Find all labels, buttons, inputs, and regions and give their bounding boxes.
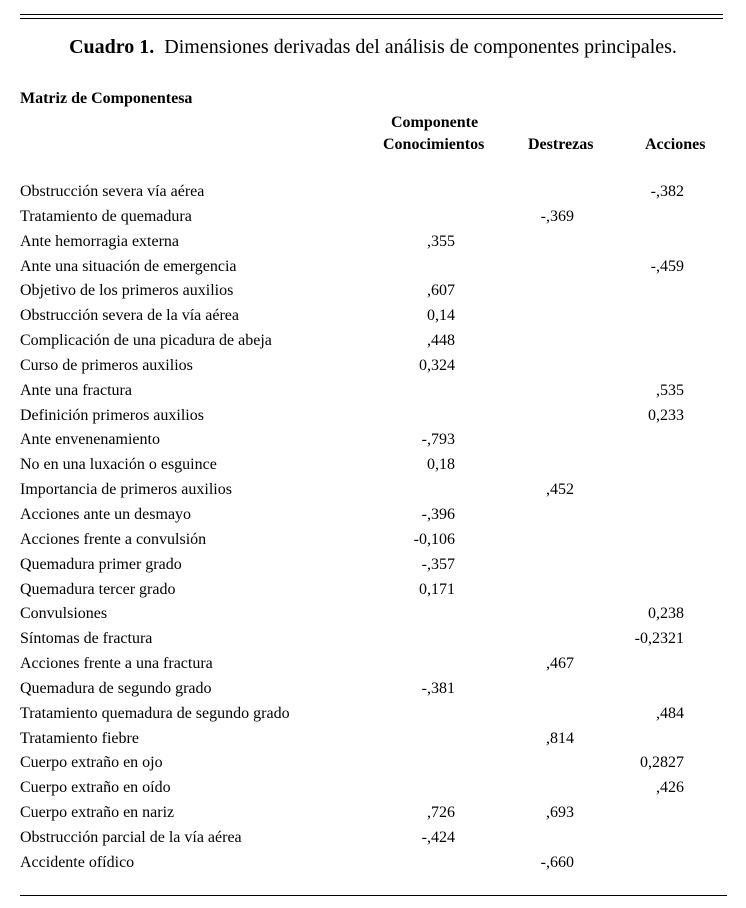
value-conocimientos: -,381 (421, 679, 455, 697)
table-row (0, 677, 746, 702)
row-label: Obstrucción parcial de la vía aérea (20, 828, 242, 846)
row-label: Tratamiento quemadura de segundo grado (20, 704, 290, 722)
table-row (0, 528, 746, 553)
row-label: Quemadura de segundo grado (20, 679, 212, 697)
table-row (0, 453, 746, 478)
row-label: Accidente ofídico (20, 853, 135, 871)
table-row (0, 503, 746, 528)
value-acciones: -,382 (650, 183, 684, 200)
table-row (0, 602, 746, 627)
row-label: Cuerpo extraño en ojo (20, 754, 163, 772)
value-acciones: ,426 (656, 779, 684, 797)
table-row (0, 180, 746, 205)
table-row (0, 652, 746, 677)
value-acciones: -,459 (650, 257, 684, 275)
value-destrezas: -,660 (540, 853, 574, 871)
value-conocimientos: -,396 (421, 505, 455, 523)
table-row (0, 205, 746, 230)
value-conocimientos: ,355 (427, 232, 455, 250)
table-row (0, 279, 746, 304)
row-label: Definición primeros auxilios (20, 406, 204, 424)
value-acciones: 0,238 (648, 605, 684, 623)
row-label: Curso de primeros auxilios (20, 356, 193, 374)
row-label: Cuerpo extraño en nariz (20, 804, 175, 822)
value-conocimientos: ,607 (427, 282, 455, 300)
row-label: Obstrucción severa de la vía aérea (20, 307, 239, 325)
row-label: Quemadura tercer grado (20, 580, 176, 598)
row-label: Cuerpo extraño en oído (20, 779, 171, 797)
top-rule-secondary (20, 18, 723, 19)
row-label: Obstrucción severa vía aérea (20, 183, 205, 200)
row-label: Síntomas de fractura (20, 630, 153, 648)
table-row (0, 379, 746, 404)
value-destrezas: -,369 (540, 207, 574, 225)
value-acciones: ,535 (656, 381, 684, 399)
table-row (0, 751, 746, 776)
top-rule (20, 14, 723, 15)
caption-label: Cuadro 1. (69, 36, 155, 58)
value-destrezas: ,814 (546, 729, 574, 747)
table-row (0, 776, 746, 801)
table-row (0, 627, 746, 652)
row-label: No en una luxación o esguince (20, 456, 217, 474)
row-label: Ante una situación de emergencia (20, 257, 237, 275)
header-conocimientos: Conocimientos (383, 136, 485, 153)
bottom-rule (20, 895, 727, 896)
table-row (0, 553, 746, 578)
row-label: Objetivo de los primeros auxilios (20, 282, 234, 300)
value-conocimientos: -0,106 (413, 530, 455, 548)
table-row (0, 702, 746, 727)
row-label: Importancia de primeros auxilios (20, 481, 232, 499)
table-row (0, 354, 746, 379)
value-conocimientos: -,357 (421, 555, 455, 573)
table-row (0, 578, 746, 603)
table-row (0, 727, 746, 752)
value-acciones: 0,2827 (640, 754, 684, 772)
row-label: Ante hemorragia externa (20, 232, 180, 250)
table-row (0, 428, 746, 453)
value-acciones: -0,2321 (634, 630, 684, 648)
table-row (0, 851, 746, 876)
header-destrezas: Destrezas (528, 136, 594, 153)
row-label: Tratamiento de quemadura (20, 207, 192, 225)
value-destrezas: ,693 (546, 804, 574, 822)
value-conocimientos: 0,14 (427, 307, 455, 325)
row-label: Acciones ante un desmayo (20, 505, 192, 523)
value-conocimientos: -,793 (421, 431, 455, 449)
row-label: Complicación de una picadura de abeja (20, 332, 272, 350)
matrix-title: Matriz de Componentesa (20, 90, 193, 107)
row-label: Quemadura primer grado (20, 555, 182, 573)
row-label: Acciones frente a una fractura (20, 655, 213, 673)
row-label: Ante una fractura (20, 381, 132, 399)
header-componente: Componente (391, 114, 479, 131)
value-acciones: 0,233 (648, 406, 684, 424)
caption-text: Dimensiones derivadas del análisis de componentes principales. (164, 36, 677, 58)
table-row (0, 404, 746, 429)
component-matrix-table (0, 180, 746, 876)
table-row (0, 801, 746, 826)
value-destrezas: ,452 (546, 481, 574, 499)
table-caption (0, 35, 746, 59)
table-row (0, 255, 746, 280)
row-label: Acciones frente a convulsión (20, 530, 207, 548)
value-acciones: ,484 (656, 704, 684, 722)
value-conocimientos: ,726 (427, 804, 455, 822)
value-conocimientos: 0,18 (427, 456, 455, 474)
table-row (0, 826, 746, 851)
table-row (0, 478, 746, 503)
header-acciones: Acciones (645, 136, 706, 153)
value-conocimientos: 0,171 (419, 580, 455, 598)
row-label: Convulsiones (20, 605, 108, 623)
row-label: Ante envenenamiento (20, 431, 160, 449)
row-label: Tratamiento fiebre (20, 729, 139, 747)
value-conocimientos: 0,324 (419, 356, 455, 374)
value-conocimientos: -,424 (421, 828, 455, 846)
table-row (0, 304, 746, 329)
value-conocimientos: ,448 (427, 332, 455, 350)
table-row (0, 329, 746, 354)
value-destrezas: ,467 (546, 655, 574, 673)
table-row (0, 230, 746, 255)
